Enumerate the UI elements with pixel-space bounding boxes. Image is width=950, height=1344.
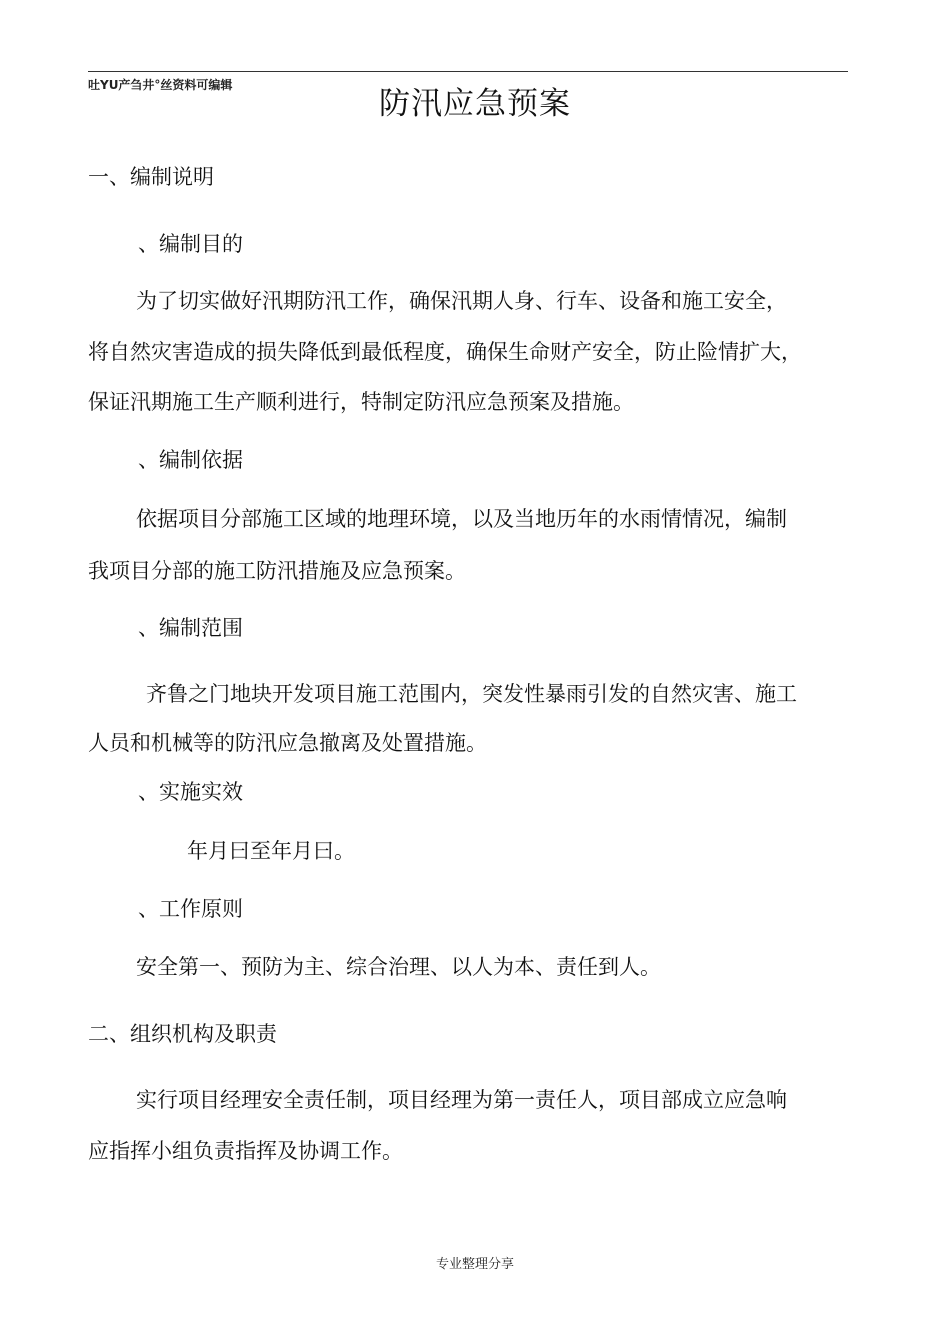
section-2-line-1: 实行项目经理安全责任制，项目经理为第一责任人，项目部成立应急响 <box>136 1088 787 1112</box>
basis-line-2: 我项目分部的施工防汛措施及应急预案。 <box>88 559 466 583</box>
period-text: 年月曰至年月曰。 <box>187 839 355 863</box>
section-2-line-2: 应指挥小组负责指挥及协调工作。 <box>88 1139 403 1163</box>
purpose-line-3: 保证汛期施工生产顺利进行，特制定防汛应急预案及措施。 <box>88 390 634 414</box>
scope-line-2: 人员和机械等的防汛应急撤离及处置措施。 <box>88 731 487 755</box>
purpose-heading: 、编制目的 <box>138 232 243 256</box>
purpose-line-1: 为了切实做好汛期防汛工作，确保汛期人身、行车、设备和施工安全， <box>136 289 787 313</box>
header-rule <box>88 71 848 72</box>
principle-heading: 、工作原则 <box>138 897 243 921</box>
section-1-heading: 一、编制说明 <box>88 165 214 189</box>
document-title: 防汛应急预案 <box>379 86 571 122</box>
basis-heading: 、编制依据 <box>138 448 243 472</box>
header-note: 吐YU产刍井°丝资料可编辑 <box>88 78 233 92</box>
page-footer: 专业整理分享 <box>435 1257 514 1272</box>
principle-text: 安全第一、预防为主、综合治理、以人为本、责任到人。 <box>136 955 661 979</box>
basis-line-1: 依据项目分部施工区域的地理环境，以及当地历年的水雨情情况，编制 <box>136 507 787 531</box>
section-2-heading: 二、组织机构及职责 <box>88 1022 277 1046</box>
purpose-line-2: 将自然灾害造成的损失降低到最低程度，确保生命财产安全，防止险情扩大， <box>88 340 802 364</box>
period-heading: 、实施实效 <box>138 780 243 804</box>
scope-line-1: 齐鲁之门地块开发项目施工范围内，突发性暴雨引发的自然灾害、施工 <box>146 682 797 706</box>
scope-heading: 、编制范围 <box>138 616 243 640</box>
